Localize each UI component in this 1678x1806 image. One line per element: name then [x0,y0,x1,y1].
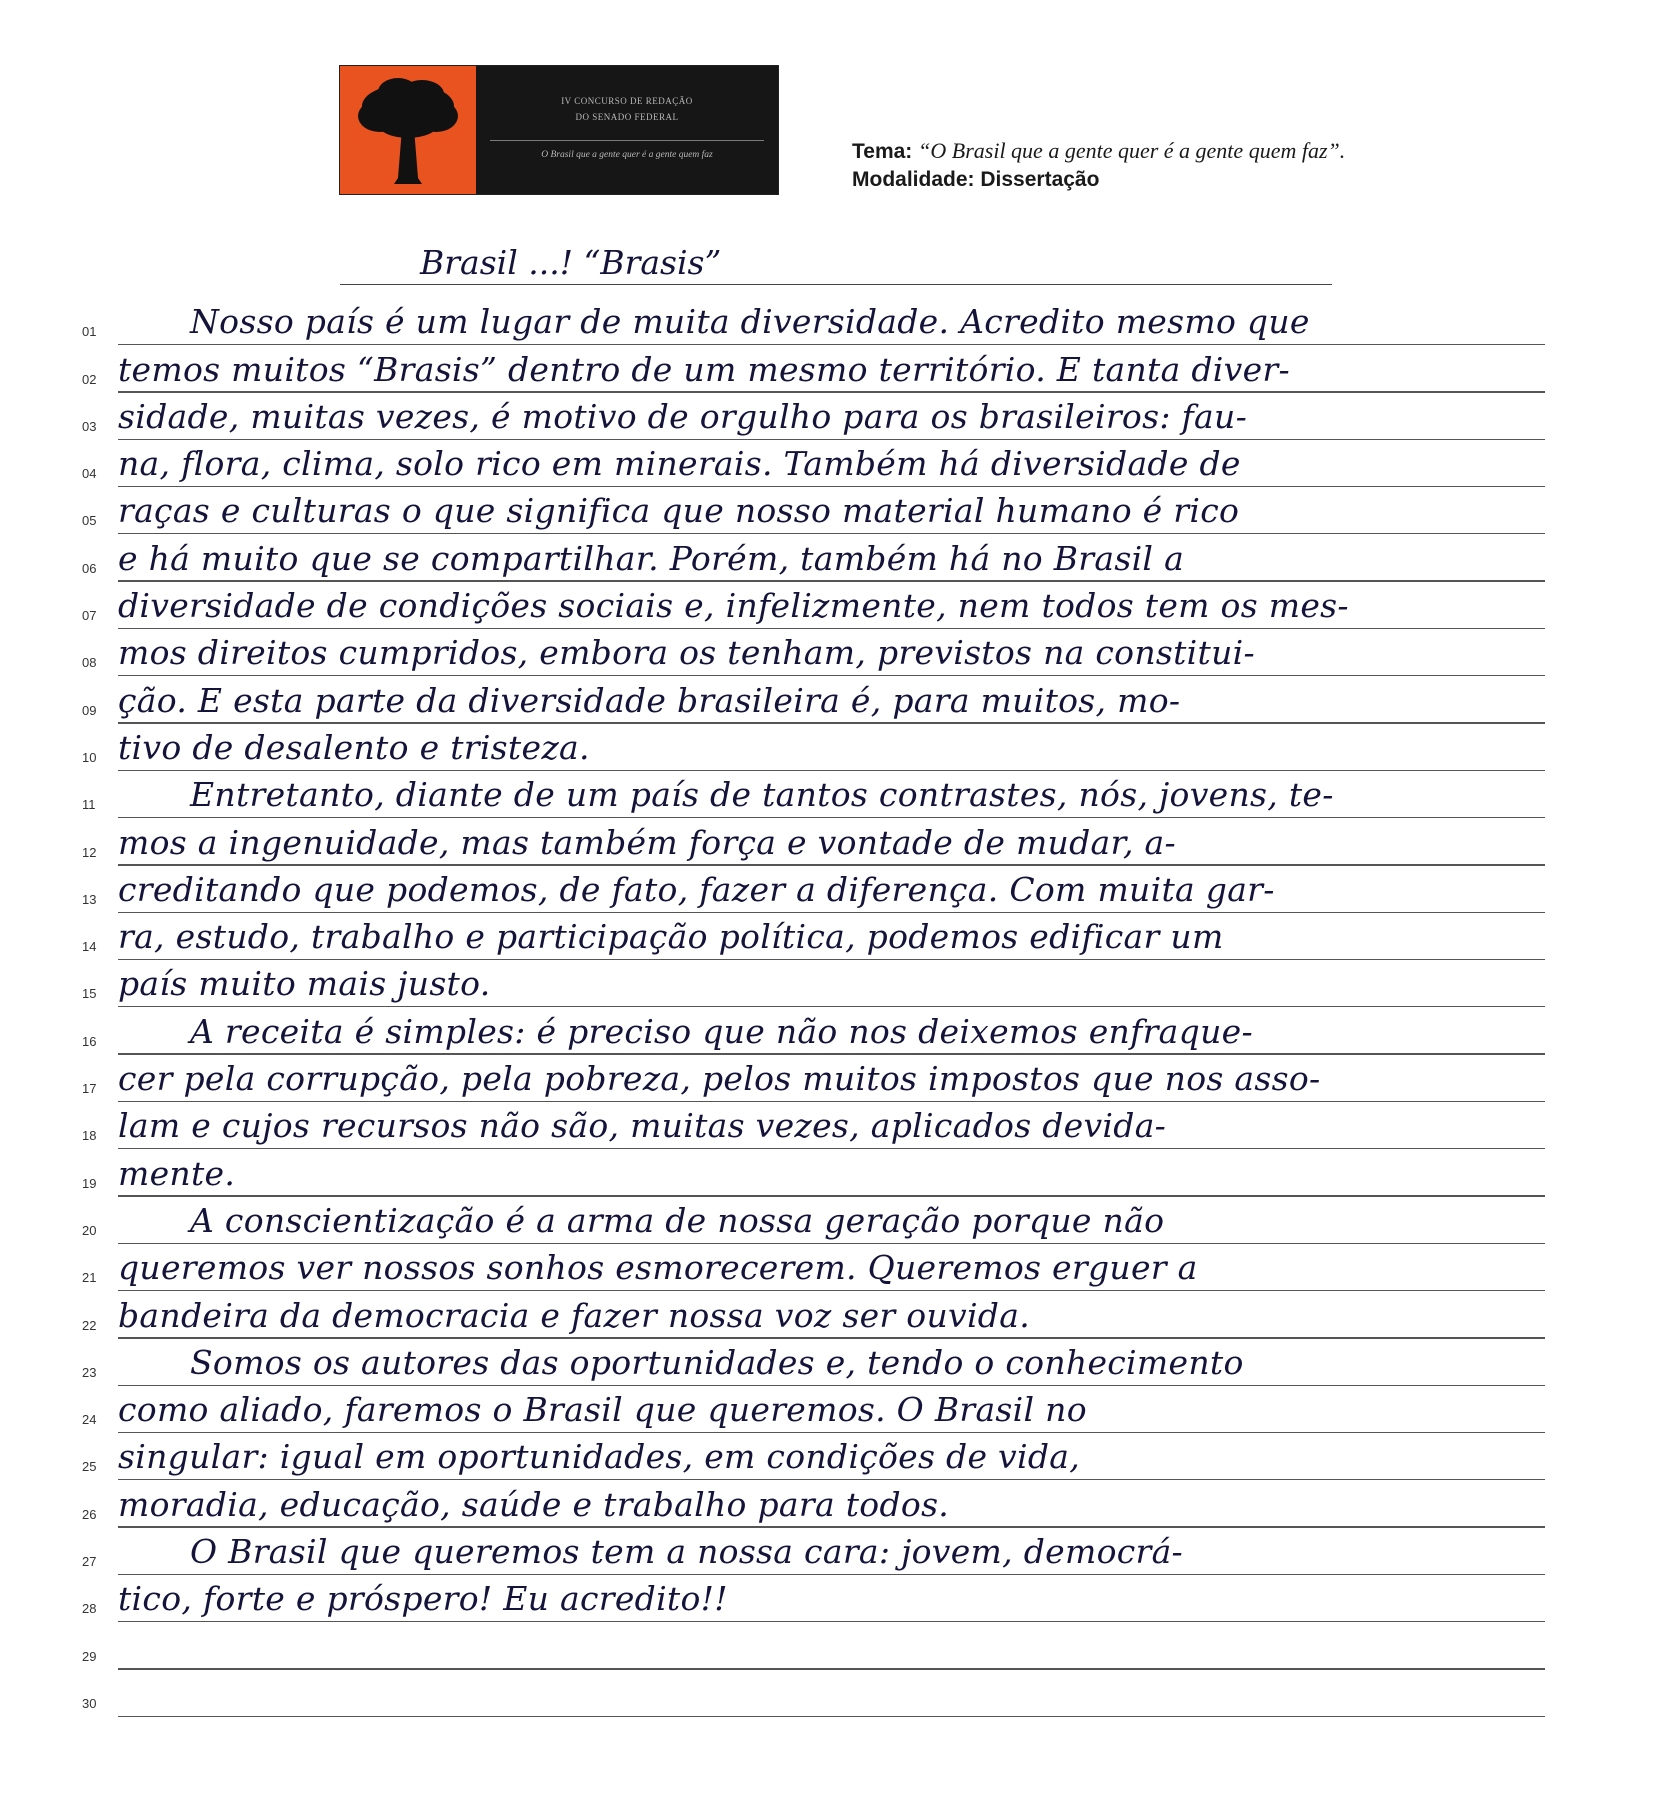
theme-row [852,137,1345,166]
line-number: 15 [82,986,97,1002]
essay-line [0,818,1678,865]
logo-divider [490,140,764,141]
essay-line [0,298,1678,345]
essay-line [0,960,1678,1007]
handwritten-text: tico, forte e próspero! Eu acredito!! [118,1579,728,1619]
essay-line [0,1622,1678,1669]
essay-title: Brasil ...! “Brasis” [420,243,722,282]
logo-senate-name: DO SENADO FEDERAL [575,112,679,122]
essay-line [0,1386,1678,1433]
line-number: 10 [82,749,97,765]
line-number: 06 [82,560,97,576]
handwritten-text: país muito mais justo. [118,964,491,1004]
essay-line [0,534,1678,581]
line-number: 11 [82,797,96,813]
essay-line [0,1339,1678,1386]
handwritten-text: ção. E esta parte da diversidade brasileira é, para muitos, mo- [118,680,1181,720]
logo-text-panel [476,66,778,194]
handwritten-text: temos muitos “Brasis” dentro de um mesmo território. E tanta diver- [118,349,1290,389]
handwritten-text: raças e culturas o que significa que nosso material humano é rico [118,491,1240,531]
essay-line [0,345,1678,392]
line-number: 16 [82,1033,97,1049]
handwritten-text: mos direitos cumpridos, embora os tenham, previstos na constitui- [118,633,1255,673]
handwritten-text: moradia, educação, saúde e trabalho para todos. [118,1484,950,1524]
essay-line [0,1575,1678,1622]
essay-line [0,866,1678,913]
line-number: 25 [82,1459,97,1475]
essay-line [0,771,1678,818]
line-number: 05 [82,513,97,529]
line-number: 19 [82,1175,97,1191]
line-number: 27 [82,1554,97,1570]
handwritten-text: tivo de desalento e tristeza. [118,727,590,767]
handwritten-text: sidade, muitas vezes, é motivo de orgulho para os brasileiros: fau- [118,396,1248,436]
essay-line [0,1197,1678,1244]
handwritten-text: na, flora, clima, solo rico em minerais. Também há diversidade de [118,444,1241,484]
essay-line [0,1149,1678,1196]
line-number: 13 [82,891,97,907]
modality-value: Dissertação [980,168,1100,191]
contest-logo [340,66,778,194]
essay-line [0,582,1678,629]
handwritten-text: A receita é simples: é preciso que não nos deixemos enfraque- [190,1011,1253,1051]
essay-line [0,1102,1678,1149]
handwritten-text: mente. [118,1153,236,1193]
essay-line [0,1007,1678,1054]
essay-title-row [340,232,1332,285]
line-number: 08 [82,655,97,671]
line-number: 29 [82,1648,97,1664]
logo-slogan: O Brasil que a gente quer é a gente quem faz [541,150,713,160]
line-number: 07 [82,608,97,624]
theme-value: “O Brasil que a gente quer é a gente quem faz”. [918,138,1346,163]
line-number: 18 [82,1128,97,1144]
logo-contest-name: IV CONCURSO DE REDAÇÃO [561,96,693,106]
handwritten-text: singular: igual em oportunidades, em condições de vida, [118,1437,1081,1477]
handwritten-text: O Brasil que queremos tem a nossa cara: jovem, democrá- [190,1532,1184,1572]
line-number: 09 [82,702,97,718]
essay-line [0,1480,1678,1527]
line-number: 30 [82,1695,97,1711]
handwritten-text: e há muito que se compartilhar. Porém, também há no Brasil a [118,538,1185,578]
essay-lines [0,298,1678,1717]
handwritten-text: cer pela corrupção, pela pobreza, pelos muitos impostos que nos asso- [118,1059,1321,1099]
essay-line [0,1244,1678,1291]
essay-line [0,1055,1678,1102]
handwritten-text: creditando que podemos, de fato, fazer a diferença. Com muita gar- [118,869,1275,909]
modality-label: Modalidade: [852,168,975,191]
line-number: 02 [82,371,97,387]
line-number: 14 [82,939,97,955]
handwritten-text: como aliado, faremos o Brasil que queremos. O Brasil no [118,1390,1087,1430]
essay-line [0,393,1678,440]
handwritten-text: Somos os autores das oportunidades e, tendo o conhecimento [190,1342,1244,1382]
line-number: 22 [82,1317,97,1333]
line-number: 04 [82,466,97,482]
handwritten-text: Nosso país é um lugar de muita diversidade. Acredito mesmo que [190,302,1310,342]
handwritten-text: mos a ingenuidade, mas também força e vontade de mudar, a- [118,822,1176,862]
handwritten-text: queremos ver nossos sonhos esmorecerem. Queremos erguer a [118,1248,1198,1288]
logo-emblem [340,66,476,194]
ruled-line [118,1716,1545,1717]
line-number: 17 [82,1081,97,1097]
tree-icon [340,66,476,194]
essay-line [0,1670,1678,1717]
handwritten-text: diversidade de condições sociais e, infelizmente, nem todos tem os mes- [118,586,1349,626]
essay-line [0,440,1678,487]
essay-line [0,1528,1678,1575]
line-number: 21 [82,1270,97,1286]
line-number: 12 [82,844,97,860]
essay-line [0,629,1678,676]
handwritten-text: ra, estudo, trabalho e participação política, podemos edificar um [118,917,1224,957]
essay-line [0,1433,1678,1480]
essay-line [0,724,1678,771]
essay-line [0,913,1678,960]
line-number: 26 [82,1506,97,1522]
handwritten-text: A conscientização é a arma de nossa geração porque não [190,1200,1165,1240]
handwritten-text: Entretanto, diante de um país de tantos contrastes, nós, jovens, te- [190,775,1334,815]
essay-line [0,1291,1678,1338]
theme-label: Tema: [852,140,913,163]
modality-row [852,166,1345,194]
line-number: 23 [82,1364,97,1380]
essay-line [0,676,1678,723]
line-number: 01 [82,324,97,340]
line-number: 03 [82,418,97,434]
line-number: 24 [82,1412,97,1428]
handwritten-text: bandeira da democracia e fazer nossa voz ser ouvida. [118,1295,1030,1335]
line-number: 28 [82,1601,97,1617]
line-number: 20 [82,1222,97,1238]
essay-header-info [852,137,1345,194]
handwritten-text: lam e cujos recursos não são, muitas vezes, aplicados devida- [118,1106,1167,1146]
essay-line [0,487,1678,534]
